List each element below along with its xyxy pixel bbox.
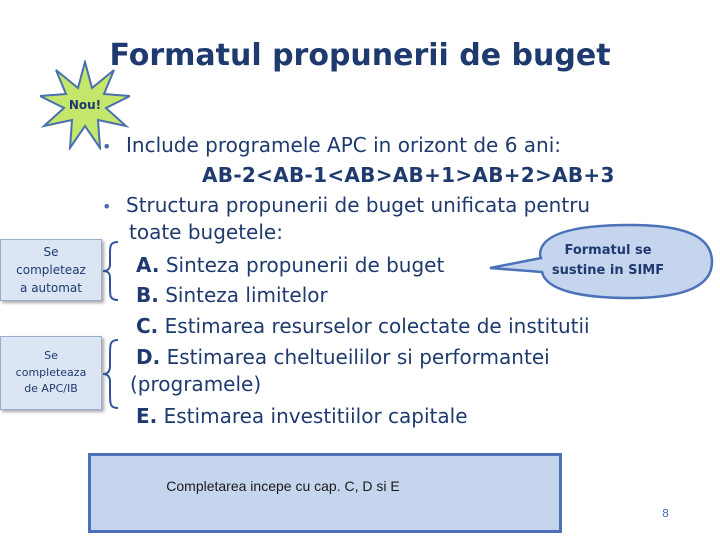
callout-line-1: Formatul se (564, 243, 652, 258)
brace-icon-lower (100, 338, 122, 410)
bullet-2-text-line-2: toate bugetele: (129, 220, 283, 244)
auto-note-line-2: completeaz (16, 263, 86, 277)
apc-note-line-1: Se (44, 349, 58, 363)
callout-line-2: sustine in SIMF (551, 263, 665, 278)
item-d-continuation: (programele) (130, 372, 262, 396)
page-title-text: Formatul propunerii de buget (109, 38, 611, 73)
item-b (136, 280, 328, 310)
apc-note-line-3: de APC/IB (24, 382, 78, 396)
item-b-label: B. (136, 283, 159, 307)
new-badge: Nou! (68, 98, 102, 112)
page-number: 8 (662, 507, 669, 520)
item-a-text: Sinteza propunerii de buget (165, 253, 445, 277)
item-c (136, 311, 590, 341)
apc-fill-note (0, 336, 102, 410)
item-e (136, 401, 468, 431)
bullet-dot-icon: • (102, 137, 112, 156)
year-formula: AB-2<AB-1<AB>AB+1>AB+2>AB+3 (202, 163, 615, 187)
item-d-label: D. (136, 345, 161, 369)
item-a (136, 250, 444, 280)
auto-note-line-3: a automat (20, 281, 82, 295)
brace-icon-upper (100, 240, 122, 302)
item-d-text: Estimarea cheltueililor si performantei (166, 345, 550, 369)
bullet-2-text-line-1: Structura propunerii de buget unificata pentru (126, 193, 591, 217)
item-c-label: C. (136, 314, 159, 338)
bottom-note-text: Completarea incepe cu cap. C, D si E (166, 478, 400, 494)
item-e-text: Estimarea investitiilor capitale (163, 404, 468, 428)
callout-text (523, 241, 693, 281)
bullet-1 (102, 130, 561, 162)
item-b-text: Sinteza limitelor (165, 283, 328, 307)
bullet-1-text: Include programele APC in orizont de 6 ani: (126, 133, 561, 157)
item-e-label: E. (136, 404, 158, 428)
item-a-label: A. (136, 253, 160, 277)
item-c-text: Estimarea resurselor colectate de institutii (164, 314, 590, 338)
bullet-dot-icon: • (102, 197, 112, 216)
auto-fill-note (0, 239, 102, 301)
item-d (136, 342, 550, 372)
apc-note-line-2: completeaza (15, 365, 87, 379)
auto-note-line-1: Se (43, 245, 59, 259)
